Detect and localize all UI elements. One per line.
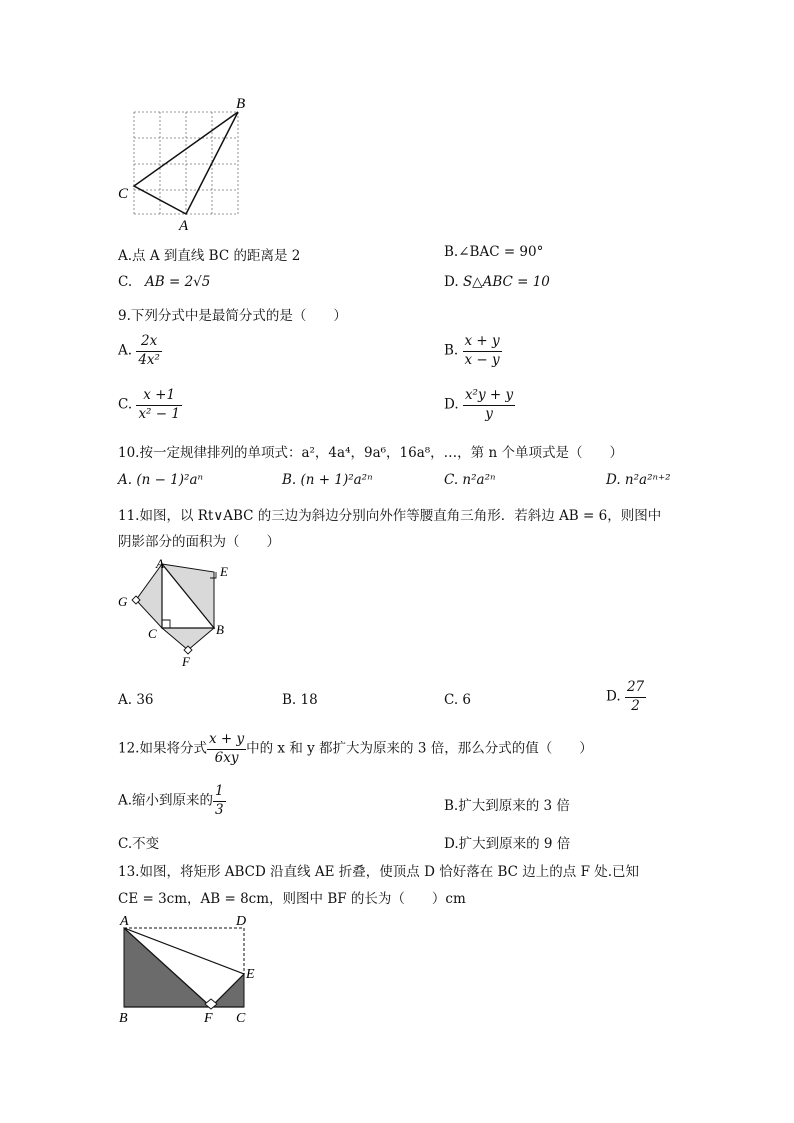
q11-stem-line-1: 11.如图，以 Rt∨ABC 的三边为斜边分别向外作等腰直角三角形．若斜边 AB = 6，则图中 [118,508,662,524]
folded-rectangle-figure [112,910,262,1028]
q11-option-a[interactable]: A. 36 [118,692,154,708]
q9-option-c-fraction [136,388,182,422]
q9-option-b-label: B. [444,342,459,359]
fraction-numerator: x + y [463,334,502,352]
point-g-label: G [118,594,128,609]
q13-stem-line-2: CE = 3cm，AB = 8cm，则图中 BF 的长为（ ）cm [118,891,466,907]
q11-option-d-label: D. [606,688,621,705]
point-b-label: B [119,1011,128,1026]
q9-option-a-fraction [136,334,162,368]
point-e-label: E [246,967,255,982]
fraction-numerator: 2x [136,334,162,352]
fraction-denominator: 2 [631,697,640,714]
point-c-label: C [118,186,129,202]
q9-option-d-label: D. [444,396,459,413]
q9-option-a[interactable] [118,334,162,368]
point-c-label: C [236,1011,246,1026]
q12-stem-suffix: 中的 x 和 y 都扩大为原来的 3 倍，那么分式的值（ ） [246,740,593,757]
q11-option-d-fraction [625,680,646,714]
point-a-label: A [179,218,189,234]
q9-option-b-fraction [463,334,502,368]
q9-option-b[interactable] [444,334,502,368]
q11-stem-line-2: 阴影部分的面积为（ ） [118,534,280,550]
q9-option-d-fraction [463,388,515,422]
q10-option-c[interactable]: C. n²a²ⁿ [444,472,496,488]
q8-option-c-label: C. [118,274,133,290]
point-a-label: A [156,556,164,571]
q9-stem: 9.下列分式中是最简分式的是（ ） [118,308,347,324]
point-a-label: A [120,914,129,929]
fraction-numerator: 1 [213,784,226,802]
fraction-numerator: x + y [207,732,246,750]
grid-triangle-figure [112,92,252,234]
q12-fraction [207,732,246,766]
q8-option-b[interactable]: B.∠BAC = 90° [444,244,544,260]
point-c-label: C [148,626,157,641]
fraction-denominator: 6xy [214,749,239,766]
isosceles-right-triangles-figure [112,556,242,676]
q12-stem [118,732,593,766]
fraction-denominator: 4x² [138,351,160,368]
q12-stem-prefix: 12.如果将分式 [118,740,207,757]
fraction-denominator: 3 [215,801,224,818]
point-d-label: D [236,914,247,929]
point-f-label: F [182,654,190,669]
q9-option-c[interactable] [118,388,182,422]
fraction-numerator: 27 [625,680,646,698]
q11-option-d[interactable] [606,680,646,714]
q12-option-b[interactable]: B.扩大到原来的 3 倍 [444,798,570,814]
q13-stem-line-1: 13.如图，将矩形 ABCD 沿直线 AE 折叠，使顶点 D 恰好落在 BC 边上的点 F 处.已知 [118,864,640,880]
q12-option-d[interactable]: D.扩大到原来的 9 倍 [444,836,571,852]
q8-option-d-label: D. [444,274,459,290]
q12-option-a[interactable] [118,784,226,818]
fraction-denominator: x − y [464,351,500,368]
fraction-denominator: x² − 1 [138,405,180,422]
q8-option-d-math: S△ABC = 10 [462,274,550,290]
point-e-label: E [220,564,228,579]
fraction-denominator: y [485,405,493,422]
point-f-label: F [204,1011,213,1026]
point-b-label: B [236,96,246,112]
q9-option-a-label: A. [118,342,133,359]
q10-stem: 10.按一定规律排列的单项式：a²，4a⁴，9a⁶，16a⁸，…，第 n 个单项式是（ ） [118,445,623,461]
q12-option-a-label: A.缩小到原来的 [118,792,214,809]
fraction-numerator: x +1 [136,388,182,406]
q11-option-b[interactable]: B. 18 [282,692,318,708]
q8-option-d[interactable] [444,274,550,290]
q8-option-c-math: AB = 2√5 [145,274,211,290]
q11-option-c[interactable]: C. 6 [444,692,472,708]
point-b-label: B [216,622,224,637]
q8-option-a[interactable]: A.点 A 到直线 BC 的距离是 2 [118,248,301,264]
q10-option-d[interactable]: D. n²a²ⁿ⁺² [606,472,671,488]
q10-option-a[interactable]: A. (n − 1)²aⁿ [118,472,203,488]
q8-option-c[interactable] [118,274,210,290]
q12-option-a-fraction [213,784,226,818]
fraction-numerator: x²y + y [463,388,515,406]
q9-option-d[interactable] [444,388,515,422]
q9-option-c-label: C. [118,396,133,413]
q12-option-c[interactable]: C.不变 [118,836,160,852]
q10-option-b[interactable]: B. (n + 1)²a²ⁿ [282,472,373,488]
